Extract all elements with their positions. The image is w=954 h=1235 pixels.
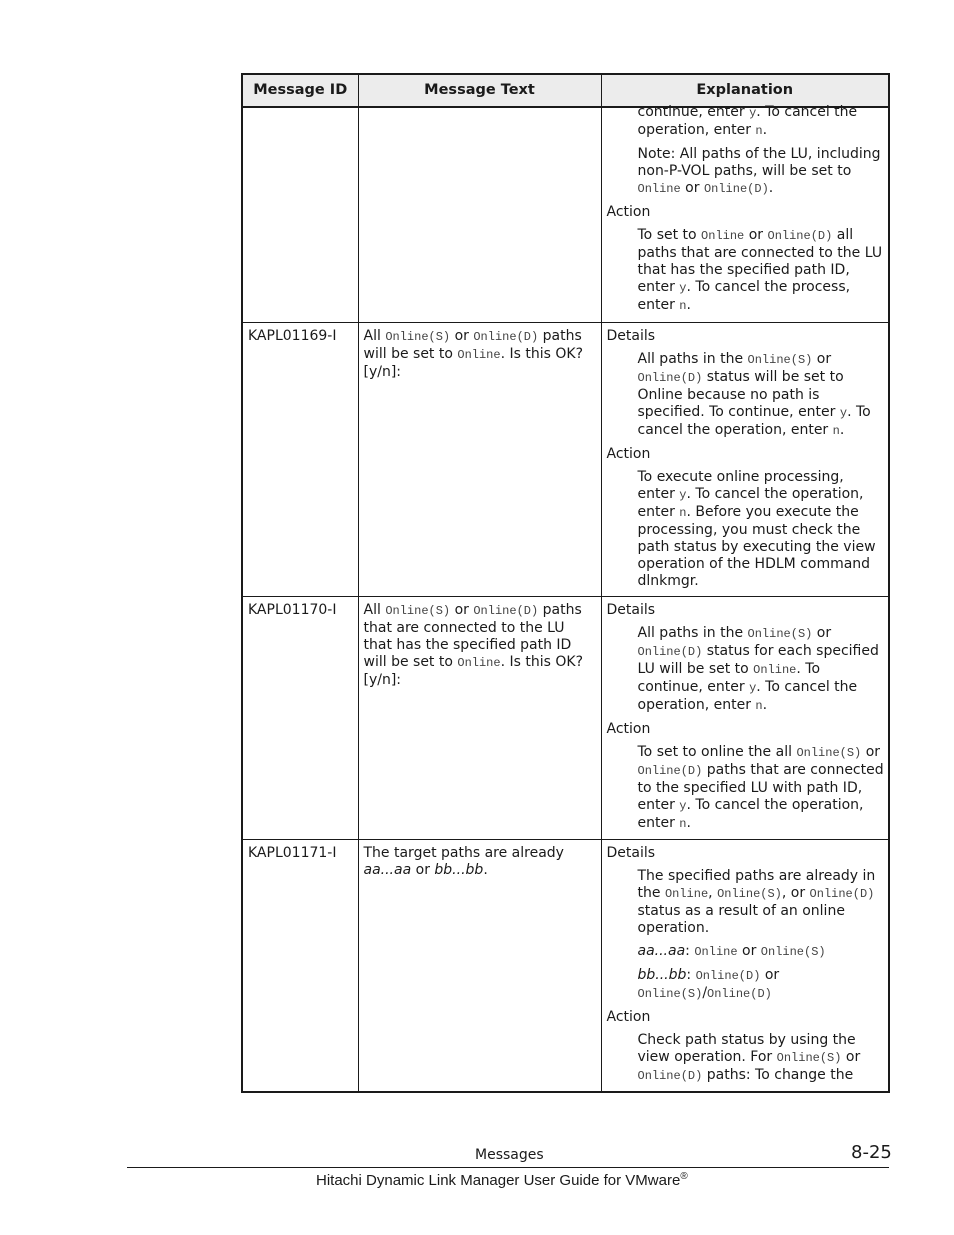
footer-section-label: Messages xyxy=(475,1147,544,1163)
message-id-cell: KAPL01170-I xyxy=(242,597,358,840)
page-number: 8-25 xyxy=(851,1142,892,1163)
bb-definition: bb...bb: Online(D) or Online(S)/Online(D) xyxy=(637,967,780,1001)
col-header-message-id: Message ID xyxy=(242,74,358,107)
details-paragraph: All paths in the Online(S) or Online(D) status for each specified LU will be set to Online. To continue, enter y. To cancel the operation, enter n. xyxy=(637,625,879,713)
message-id-cell: KAPL01171-I xyxy=(242,840,358,1093)
table-row xyxy=(242,107,889,323)
action-label: Action xyxy=(606,446,651,462)
action-label: Action xyxy=(606,721,651,737)
table-row xyxy=(242,840,889,1093)
details-paragraph: The specified paths are already in the Online, Online(S), or Online(D) status as a result of an online operation. xyxy=(637,868,876,936)
explanation-cell xyxy=(601,597,889,840)
action-paragraph: Check path status by using the view operation. For Online(S) or Online(D) paths: To change the xyxy=(637,1032,861,1083)
details-label: Details xyxy=(606,602,656,618)
message-text-cell: All Online(S) or Online(D) paths that are connected to the LU that has the specified path ID will be set to Online. Is this OK? [y/n]: xyxy=(358,597,601,840)
aa-definition: aa...aa: Online or Online(S) xyxy=(637,943,826,959)
details-label: Details xyxy=(606,328,656,344)
message-text-cell: The target paths are already aa...aa or bb...bb. xyxy=(358,840,601,1093)
registered-mark: ® xyxy=(680,1171,688,1182)
message-text-cell: All Online(S) or Online(D) paths will be set to Online. Is this OK? [y/n]: xyxy=(358,323,601,597)
details-label: Details xyxy=(606,845,656,861)
col-header-message-text: Message Text xyxy=(358,74,601,107)
explanation-cell xyxy=(601,104,889,323)
explanation-cell xyxy=(601,840,889,1093)
message-text-cell xyxy=(358,107,601,323)
explanation-cell xyxy=(601,323,889,597)
action-label: Action xyxy=(606,1009,651,1025)
footer-book-title: Hitachi Dynamic Link Manager User Guide for VMware® xyxy=(316,1171,688,1189)
table-header-row xyxy=(242,74,889,107)
details-paragraph: All paths in the Online(S) or Online(D) status will be set to Online because no path is specified. To continue, enter y. To cancel the operation, enter n. xyxy=(637,351,871,438)
action-paragraph: To set to online the all Online(S) or Online(D) paths that are connected to the specified LU with path ID, enter y. To cancel the operation, enter n. xyxy=(637,744,884,831)
col-header-explanation: Explanation xyxy=(601,74,889,107)
action-label: Action xyxy=(606,204,651,220)
message-table xyxy=(241,73,890,1093)
footer-divider xyxy=(127,1167,889,1168)
action-paragraph: To set to Online or Online(D) all paths that are connected to the LU that has the specified path ID, enter y. To cancel the process, enter n. xyxy=(637,227,883,313)
continued-paragraph: continue, enter y. To cancel the operation, enter n. xyxy=(637,104,858,138)
table-row xyxy=(242,323,889,597)
action-paragraph: To execute online processing, enter y. To cancel the operation, enter n. Before you execute the processing, you must check the path status by executing the view operation of the HDLM command dlnkmgr. xyxy=(637,469,876,589)
message-id-cell xyxy=(242,107,358,323)
message-id-cell: KAPL01169-I xyxy=(242,323,358,597)
note-paragraph: Note: All paths of the LU, including non-P-VOL paths, will be set to Online or Online(D). xyxy=(637,146,881,196)
table-row xyxy=(242,597,889,840)
